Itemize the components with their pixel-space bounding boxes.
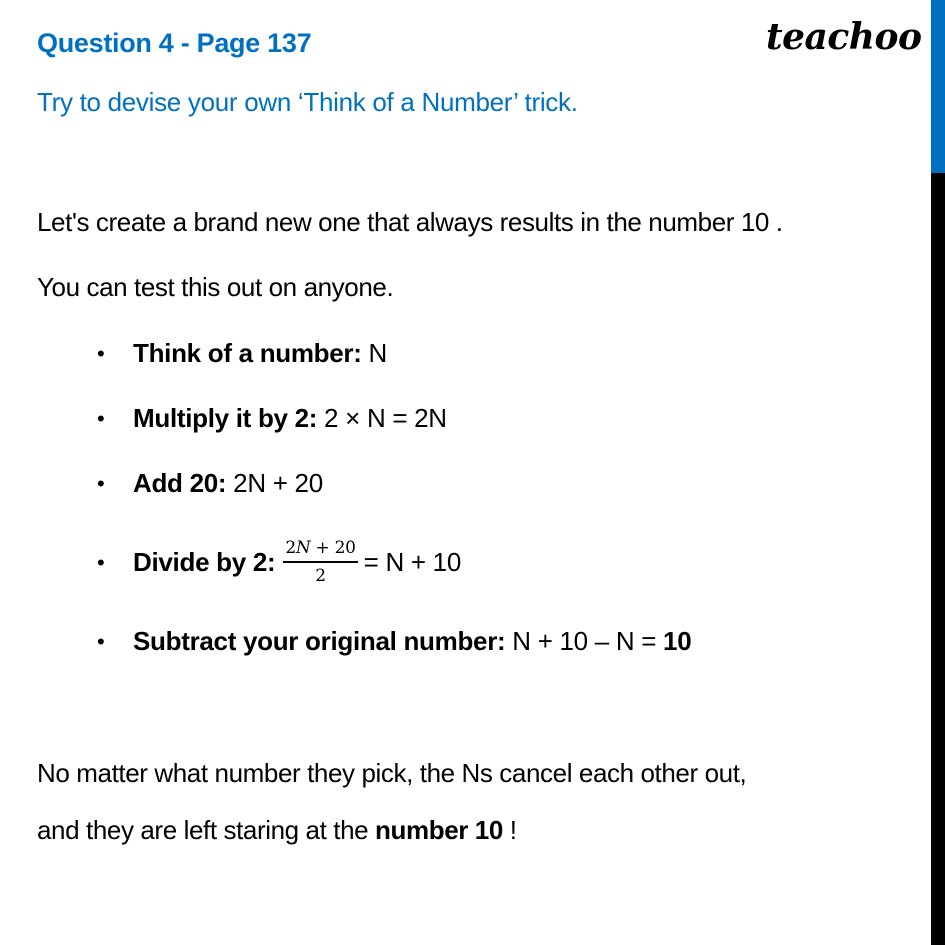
step-5 [97, 626, 691, 657]
bullet-icon: • [97, 628, 105, 654]
teachoo-logo: teachoo [766, 16, 922, 58]
step-value: = N + 10 [363, 547, 461, 577]
step-2 [97, 403, 447, 434]
step-value: 2 × N = 2N [317, 403, 447, 433]
step-3 [97, 468, 323, 499]
conclusion-suffix: ! [502, 815, 517, 845]
side-bar-accent [931, 0, 945, 173]
bullet-icon: • [97, 549, 105, 575]
conclusion-bold: number 10 [375, 815, 503, 845]
step-value: 2N + 20 [226, 468, 323, 498]
intro-line-1: Let's create a brand new one that always results in the number 10 . [37, 207, 783, 237]
bullet-icon: • [97, 405, 105, 431]
question-title: Question 4 - Page 137 [37, 28, 312, 58]
question-subtitle: Try to devise your own ‘Think of a Number’ trick. [37, 87, 578, 117]
step-result: 10 [663, 626, 692, 656]
step-label: Divide by 2: [133, 547, 276, 577]
intro-line-2: You can test this out on anyone. [37, 272, 394, 302]
step-label: Add 20: [133, 468, 227, 498]
fraction-denominator: 2 [315, 566, 326, 586]
step-value: N + 10 – N = [505, 626, 664, 656]
conclusion-prefix: and they are left staring at the [37, 815, 376, 845]
bullet-icon: • [97, 340, 105, 366]
conclusion-line-1: No matter what number they pick, the Ns cancel each other out, [37, 758, 747, 788]
fraction-numerator: 2N + 20 [283, 540, 357, 563]
step-label: Multiply it by 2: [133, 403, 318, 433]
step-label: Subtract your original number: [133, 626, 506, 656]
fraction [283, 540, 357, 585]
step-1 [97, 338, 387, 369]
step-value: N [361, 338, 388, 368]
bullet-icon: • [97, 470, 105, 496]
step-label: Think of a number: [133, 338, 362, 368]
side-bar [931, 0, 945, 945]
step-4 [97, 540, 461, 585]
conclusion-line-2 [37, 815, 517, 846]
